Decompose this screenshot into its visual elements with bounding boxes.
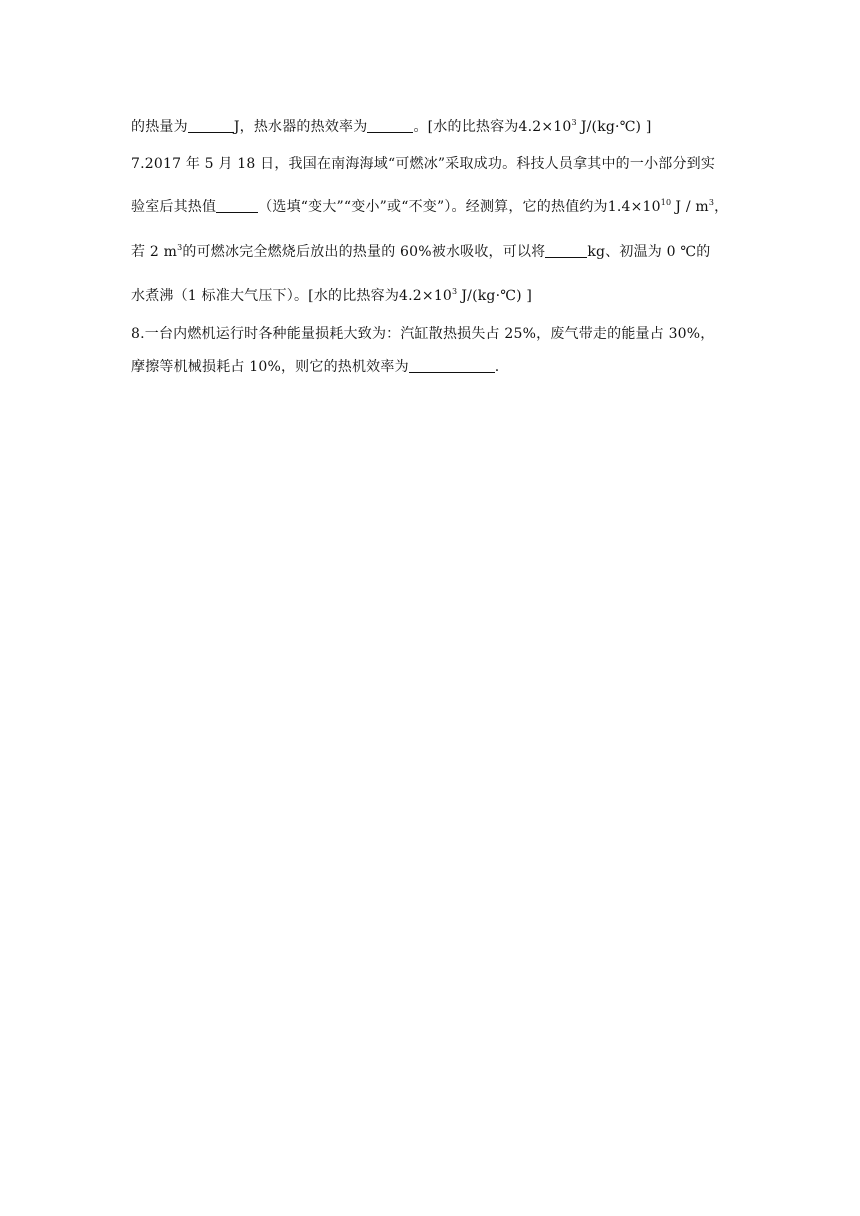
text-segment: 8.一台内燃机运行时各种能量损耗大致为：汽缸散热损失占 25%，废气带走的能量占 30%， [131, 326, 715, 342]
text-segment: 若 2 m [131, 244, 178, 260]
text-segment: 1.4×10 [607, 199, 661, 215]
question-8-line-2 [131, 357, 741, 377]
text-segment: 的热量为 [131, 119, 188, 135]
text-segment: . [494, 359, 500, 375]
text-segment: 。[水的比热容为 [413, 119, 519, 135]
answer-blank [188, 118, 234, 133]
answer-blank [409, 358, 495, 373]
superscript: 3 [708, 198, 715, 207]
text-segment: J/(kg·℃) ] [580, 119, 652, 135]
question-7-line-4 [131, 286, 741, 306]
superscript: 10 [660, 198, 672, 207]
text-segment: kg、初温为 0 ℃的 [587, 244, 711, 260]
text-segment: （选填“变大”“变小”或“不变”）。经测算，它的热值约为 [258, 199, 608, 215]
answer-blank [367, 118, 413, 133]
text-segment: 的可燃冰完全燃烧后放出的热量的 60%被水吸收，可以将 [182, 244, 546, 260]
answer-blank [545, 243, 587, 258]
question-8-line-1 [131, 324, 741, 344]
text-segment: ， [714, 199, 729, 215]
question-7-line-2 [131, 197, 741, 217]
question-7-line-1 [131, 154, 741, 174]
text-segment: 7.2017 年 5 月 18 日，我国在南海海域“可燃冰”采取成功。科技人员拿其中的一小部分到实 [131, 156, 716, 172]
text-segment: 4.2×10 [518, 119, 572, 135]
text-segment: J / m [675, 199, 709, 215]
answer-blank [216, 198, 258, 213]
q6-continuation-line [131, 117, 741, 137]
text-segment: J，热水器的热效率为 [233, 119, 368, 135]
superscript: 3 [452, 287, 458, 296]
superscript: 3 [571, 118, 577, 127]
text-segment: J/(kg·℃) ] [461, 288, 533, 304]
text-segment: 验室后其热值 [131, 199, 217, 215]
text-segment: 摩擦等机械损耗占 10%，则它的热机效率为 [131, 359, 409, 375]
question-7-line-3 [131, 242, 741, 262]
superscript: 3 [177, 243, 183, 252]
text-segment: 水煮沸（1 标准大气压下）。[水的比热容为 [131, 288, 400, 304]
text-segment: 4.2×10 [399, 288, 453, 304]
